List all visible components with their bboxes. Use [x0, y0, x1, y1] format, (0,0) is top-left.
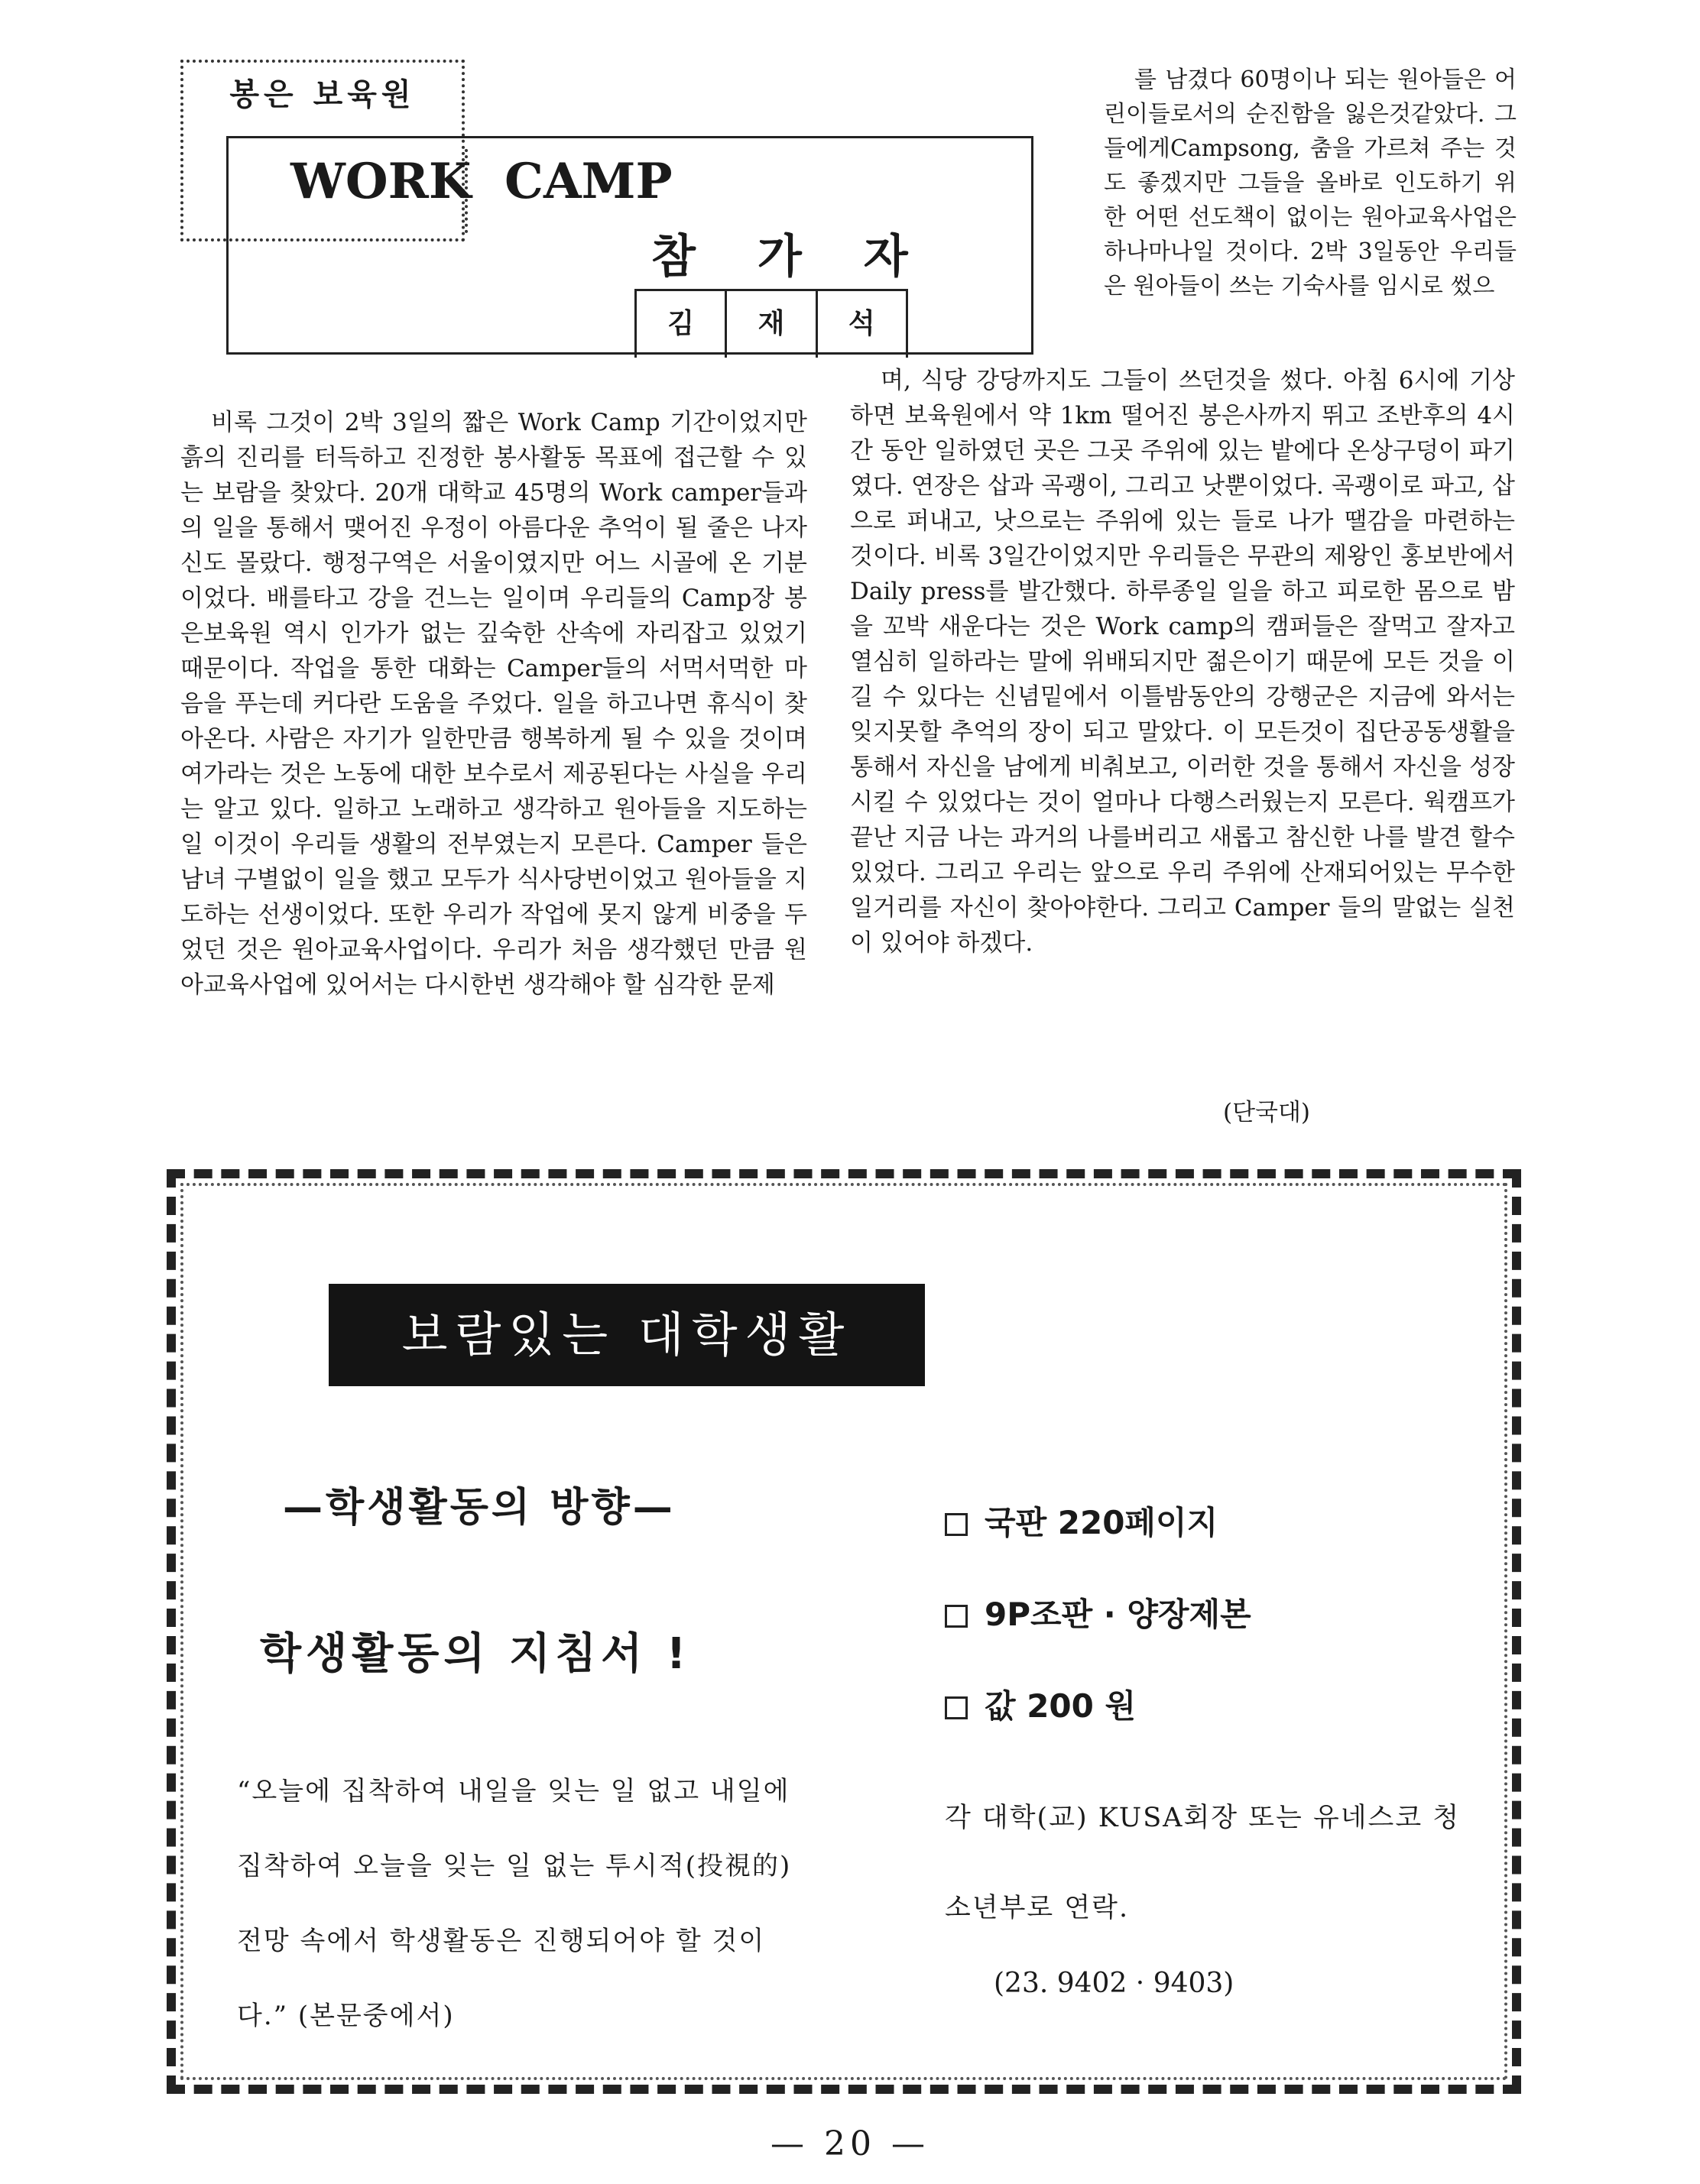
ad-feature-label: 9P조판 · 양장제본 — [985, 1596, 1251, 1633]
ad-contact: 각 대학(교) KUSA회장 또는 유네스코 청소년부로 연락. — [945, 1803, 1461, 1923]
ad-banner: 보람있는 대학생활 — [329, 1284, 925, 1386]
checkbox-icon — [945, 1513, 968, 1536]
page-number: — 20 — — [771, 2124, 929, 2163]
article-byline: (단국대) — [1223, 1099, 1311, 1126]
ad-headline: 학생활동의 지침서 ! — [260, 1629, 691, 1679]
header-title-work: WORK — [290, 153, 472, 210]
author-char: 김 — [634, 291, 725, 358]
author-char: 재 — [725, 291, 815, 358]
ad-feature-label: 국판 220페이지 — [985, 1504, 1218, 1541]
ad-subtitle: —학생활동의 방향— — [283, 1485, 676, 1531]
article-column-right-top: 를 남겼다 60명이나 되는 원아들은 어린이들로서의 순진함을 잃은것같았다. 그들에게Campsong, 춤을 가르쳐 주는 것도 좋겠지만 그들을 올바로 인도하기 위한 어떤 선도책이 없이는 원아교육사업은 하나마나일 것이다. 2박 3일동안 우리들은 원아들이 쓰는 기숙사를 임시로 썼으 — [1104, 66, 1517, 300]
article-column-left: 비록 그것이 2박 3일의 짧은 Work Camp 기간이었지만 흙의 진리를 터득하고 진정한 봉사활동 목표에 접근할 수 있는 보람을 찾았다. 20개 대학교 45명의 Work camper들과의 일을 통해서 맺어진 우정이 아름다운 추억이 될 줄은 나자신도 몰랐다. 행정구역은 서울이였지만 어느 시골에 온 기분이었다. 배를타고 강을 건느는 일이며 우리들의 Camp장 봉은보육원 역시 인가가 없는 깊숙한 산속에 자리잡고 있었기 때문이다. 작업을 통한 대화는 Camper들의 서먹서먹한 마음을 푸는데 커다란 도움을 주었다. 일을 하고나면 휴식이 찾아온다. 사람은 자기가 일한만큼 행복하게 될 수 있을 것이며 여가라는 것은 노동에 대한 보수로서 제공된다는 사실을 우리는 알고 있다. 일하고 노래하고 생각하고 원아들을 지도하는 일 이것이 우리들 생활의 전부였는지 모른다. Camper 들은 남녀 구별없이 일을 했고 모두가 식사당번이었고 원아들을 지도하는 선생이었다. 또한 우리가 작업에 못지 않게 비중을 두었던 것은 원아교육사업이다. 우리가 처음 생각했던 만큼 원아교육사업에 있어서는 다시한번 생각해야 할 심각한 문제 — [180, 409, 807, 999]
checkbox-icon — [945, 1605, 968, 1628]
ad-feature-item — [945, 1589, 1251, 1635]
header-organization: 봉은 보육원 — [229, 77, 416, 112]
ad-phone: (23. 9402 · 9403) — [994, 1968, 1234, 1999]
header-role: 참 가 자 — [651, 230, 931, 284]
author-char: 석 — [816, 291, 908, 358]
article-column-right: 며, 식당 강당까지도 그들이 쓰던것을 썼다. 아침 6시에 기상하면 보육원에서 약 1km 떨어진 봉은사까지 뛰고 조반후의 4시간 동안 일하였던 곳은 그곳 주위에 있는 밭에다 온상구덩이 파기였다. 연장은 삽과 곡괭이, 그리고 낫뿐이었다. 곡괭이로 파고, 삽으로 퍼내고, 낫으로는 주위에 있는 들로 나가 땔감을 마련하는 것이다. 비록 3일간이었지만 우리들은 무관의 제왕인 홍보반에서 Daily press를 발간했다. 하루종일 일을 하고 피로한 몸으로 밤을 꼬박 새운다는 것은 Work camp의 캠퍼들은 잘먹고 잘자고 열심히 일하라는 말에 위배되지만 젊은이기 때문에 모든 것을 이길 수 있다는 신념밑에서 이틀밤동안의 강행군은 지금에 와서는 잊지못할 추억의 장이 되고 말았다. 이 모든것이 집단공동생활을 통해서 자신을 남에게 비춰보고, 이러한 것을 통해서 자신을 성장시킬 수 있었다는 것이 얼마나 다행스러웠는지 모른다. 웍캠프가 끝난 지금 나는 과거의 나를버리고 새롭고 참신한 나를 발견 할수 있었다. 그리고 우리는 앞으로 우리 주위에 산재되어있는 무수한 일거리를 자신이 찾아야한다. 그리고 Camper 들의 말없는 실천이 있어야 하겠다. — [850, 367, 1515, 957]
ad-quote: “오늘에 집착하여 내일을 잊는 일 없고 내일에 집착하여 오늘을 잊는 일 없는 투시적(投視的)전망 속에서 학생활동은 진행되어야 할 것이다.” (본문중에서) — [237, 1776, 792, 2031]
checkbox-icon — [945, 1696, 968, 1719]
header-author — [634, 289, 908, 358]
header-title-camp: CAMP — [504, 153, 673, 210]
ad-feature-label: 값 200 원 — [985, 1687, 1137, 1725]
ad-feature-item — [945, 1681, 1136, 1727]
ad-feature-item — [945, 1498, 1218, 1544]
